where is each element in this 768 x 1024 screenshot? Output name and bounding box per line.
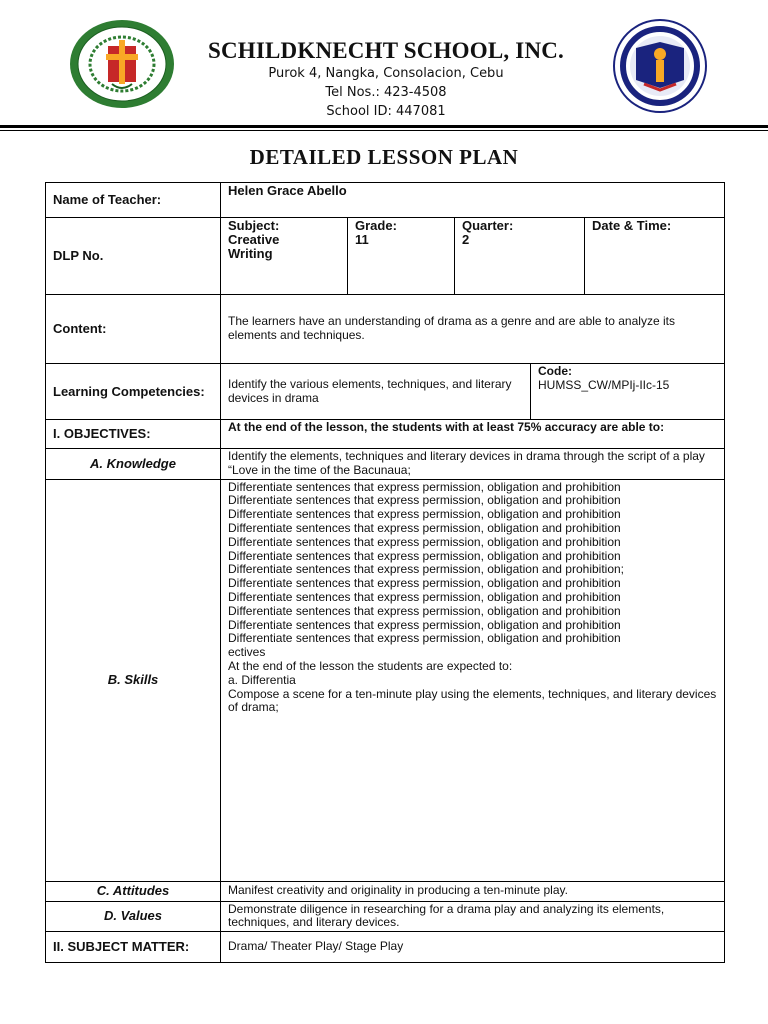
teacher-label: Name of Teacher:: [46, 183, 221, 218]
deped-seal-logo: [606, 18, 714, 114]
subject-label: Subject:: [228, 218, 280, 233]
code-cell: [531, 364, 725, 420]
school-address: Purok 4, Nangka, Consolacion, Cebu: [268, 66, 504, 81]
skills-line: Differentiate sentences that express permission, obligation and prohibition: [228, 631, 621, 646]
dlp-row: [46, 218, 725, 295]
document-header: [0, 0, 768, 130]
datetime-cell: [585, 218, 725, 295]
skills-label: B. Skills: [46, 479, 221, 881]
content-line2: elements and techniques.: [228, 328, 365, 342]
subject-value-line1: Creative: [228, 231, 280, 247]
grade-value: 11: [355, 231, 369, 247]
quarter-cell: [455, 218, 585, 295]
skills-line: Differentiate sentences that express permission, obligation and prohibition: [228, 617, 621, 632]
header-divider-thick: [0, 125, 768, 128]
content-row: [46, 295, 725, 364]
quarter-label: Quarter:: [462, 218, 514, 233]
attitudes-label: C. Attitudes: [46, 881, 221, 901]
school-id: School ID: 447081: [326, 104, 446, 119]
teacher-row: [46, 183, 725, 218]
competencies-value: Identify the various elements, techniques, and literary devices in drama: [221, 364, 531, 420]
grade-label: Grade:: [355, 218, 397, 233]
skills-line: Differentiate sentences that express permission, obligation and prohibition: [228, 520, 621, 535]
subject-matter-label: II. SUBJECT MATTER:: [46, 932, 221, 963]
skills-line: Differentiate sentences that express permission, obligation and prohibition: [228, 603, 621, 618]
subject-matter-value: Drama/ Theater Play/ Stage Play: [221, 932, 725, 963]
skills-line: Differentiate sentences that express permission, obligation and prohibition: [228, 548, 621, 563]
knowledge-label: A. Knowledge: [46, 449, 221, 480]
dlp-label: DLP No.: [46, 218, 221, 295]
competencies-label: Learning Competencies:: [46, 364, 221, 420]
skills-line: Differentiate sentences that express permission, obligation and prohibition: [228, 534, 621, 549]
lesson-plan-table: [45, 182, 725, 963]
competencies-row: [46, 364, 725, 420]
skills-line: Differentiate sentences that express permission, obligation and prohibition: [228, 479, 621, 494]
teacher-value: Helen Grace Abello: [221, 183, 725, 218]
skills-line: At the end of the lesson the students are expected to:: [228, 658, 513, 673]
subject-matter-row: [46, 932, 725, 963]
attitudes-value: Manifest creativity and originality in producing a ten-minute play.: [221, 881, 725, 901]
skills-line: Differentiate sentences that express permission, obligation and prohibition: [228, 507, 621, 522]
school-telephone: Tel Nos.: 423-4508: [325, 85, 447, 100]
values-value: Demonstrate diligence in researching for a drama play and analyzing its elements, techniques, and literary devices.: [221, 901, 725, 932]
quarter-value: 2: [462, 231, 470, 247]
skills-line: ectives: [228, 645, 266, 660]
content-line1: The learners have an understanding of drama as a genre and are able to analyze its: [228, 314, 675, 329]
header-divider-thin: [0, 130, 768, 131]
knowledge-value: Identify the elements, techniques and literary devices in drama through the script of a play “Love in the time of the Bacunaua;: [221, 449, 725, 480]
content-cell: [221, 295, 725, 364]
document-title: DETAILED LESSON PLAN: [249, 145, 519, 169]
objectives-value: At the end of the lesson, the students with at least 75% accuracy are able to:: [221, 420, 725, 449]
values-row: [46, 901, 725, 932]
skills-line: a. Differentia: [228, 672, 296, 687]
skills-line: Differentiate sentences that express permission, obligation and prohibition;: [228, 562, 625, 577]
skills-row: [46, 479, 725, 881]
code-value: HUMSS_CW/MPIj-IIc-15: [538, 377, 670, 392]
datetime-label: Date & Time:: [592, 218, 672, 233]
skills-line: Differentiate sentences that express permission, obligation and prohibition: [228, 493, 621, 508]
subject-value-line2: Writing: [228, 245, 273, 261]
skills-cell: [221, 479, 725, 881]
skills-line: Compose a scene for a ten-minute play using the elements, techniques, and literary devices of drama;: [228, 686, 717, 715]
grade-cell: [348, 218, 455, 295]
skills-line: Differentiate sentences that express permission, obligation and prohibition: [228, 576, 621, 591]
school-name: SCHILDKNECHT SCHOOL, INC.: [207, 38, 565, 63]
subject-cell: [221, 218, 348, 295]
objectives-row: [46, 420, 725, 449]
content-label: Content:: [46, 295, 221, 364]
school-seal-logo: [68, 18, 176, 110]
knowledge-row: [46, 449, 725, 480]
values-label: D. Values: [46, 901, 221, 932]
objectives-label: I. OBJECTIVES:: [46, 420, 221, 449]
skills-line: Differentiate sentences that express permission, obligation and prohibition: [228, 589, 621, 604]
attitudes-row: [46, 881, 725, 901]
code-label: Code:: [538, 364, 572, 378]
